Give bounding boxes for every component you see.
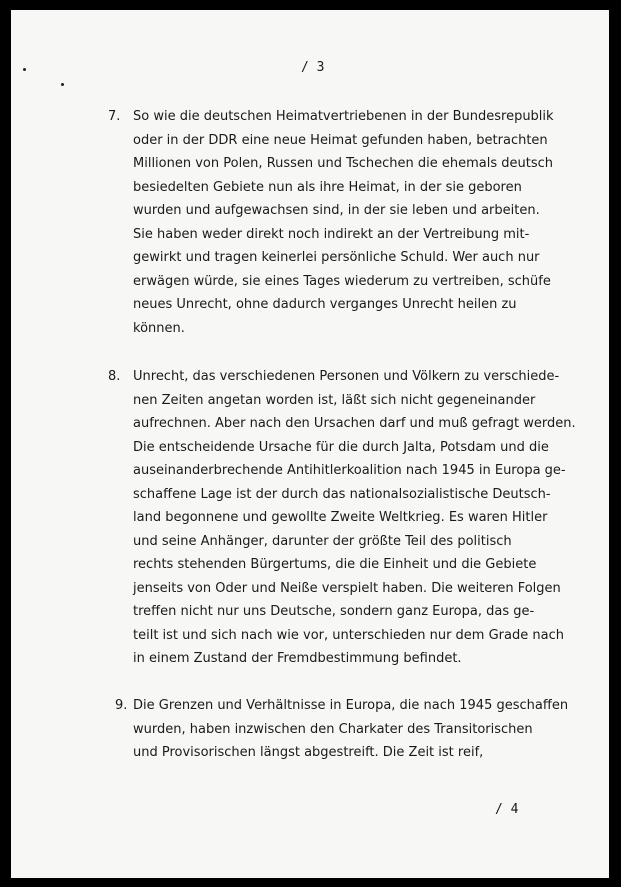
paragraph-number: 7. [108, 109, 121, 124]
text-line: wurden, haben inzwischen den Charkater des Transitorischen [133, 721, 533, 737]
text-line: So wie die deutschen Heimatvertriebenen in der Bundesrepublik [133, 109, 554, 124]
text-line: treffen nicht nur uns Deutsche, sondern ganz Europa, das ge- [133, 604, 535, 619]
text-line: land begonnene und gewollte Zweite Weltkrieg. Es waren Hitler [133, 510, 548, 525]
text-line: erwägen würde, sie eines Tages wiederum zu vertreiben, schüfe [133, 273, 551, 289]
paragraph-8 [108, 365, 598, 671]
text-line: Unrecht, das verschiedenen Personen und Völkern zu verschiede- [133, 369, 560, 384]
text-line: und Provisorischen längst abgestreift. Die Zeit ist reif, [133, 745, 484, 760]
paragraph-number: 9. [115, 698, 128, 713]
text-line: nen Zeiten angetan worden ist, läßt sich nicht gegeneinander [133, 392, 536, 408]
text-line: jenseits von Oder und Neiße verspielt haben. Die weiteren Folgen [133, 580, 561, 596]
text-line: gewirkt und tragen keinerlei persönliche Schuld. Wer auch nur [133, 250, 540, 265]
text-line: Die entscheidende Ursache für die durch Jalta, Potsdam und die [133, 439, 549, 455]
text-line: und seine Anhänger, darunter der größte Teil des politisch [133, 533, 512, 549]
text-line: Millionen von Polen, Russen und Tschechen die ehemals deutsch [133, 156, 553, 171]
text-line: Sie haben weder direkt noch indirekt an der Vertreibung mit- [133, 226, 530, 242]
paragraph-7 [108, 105, 598, 340]
scan-speck [23, 68, 26, 71]
page-number-bottom: / 4 [495, 802, 519, 817]
text-line: auseinanderbrechende Antihitlerkoalition nach 1945 in Europa ge- [133, 463, 566, 478]
text-line: können. [133, 320, 185, 336]
document-page [11, 10, 609, 878]
text-line: aufrechnen. Aber nach den Ursachen darf und muß gefragt werden. [133, 416, 576, 431]
page-number-top: / 3 [301, 60, 325, 75]
text-line: neues Unrecht, ohne dadurch verganges Unrecht heilen zu [133, 297, 517, 312]
text-line: rechts stehenden Bürgertums, die die Einheit und die Gebiete [133, 557, 537, 572]
paragraph-9 [115, 694, 605, 765]
text-line: besiedelten Gebiete nun als ihre Heimat, in der sie geboren [133, 179, 522, 195]
text-line: in einem Zustand der Fremdbestimmung befindet. [133, 651, 462, 666]
text-line: oder in der DDR eine neue Heimat gefunden haben, betrachten [133, 132, 548, 148]
text-line: teilt ist und sich nach wie vor, unterschieden nur dem Grade nach [133, 627, 564, 643]
text-line: schaffene Lage ist der durch das nationalsozialistische Deutsch- [133, 486, 551, 502]
paragraph-number: 8. [108, 369, 121, 384]
text-line: wurden und aufgewachsen sind, in der sie leben und arbeiten. [133, 203, 540, 218]
text-line: Die Grenzen und Verhältnisse in Europa, die nach 1945 geschaffen [133, 698, 569, 713]
scan-speck [61, 83, 64, 86]
